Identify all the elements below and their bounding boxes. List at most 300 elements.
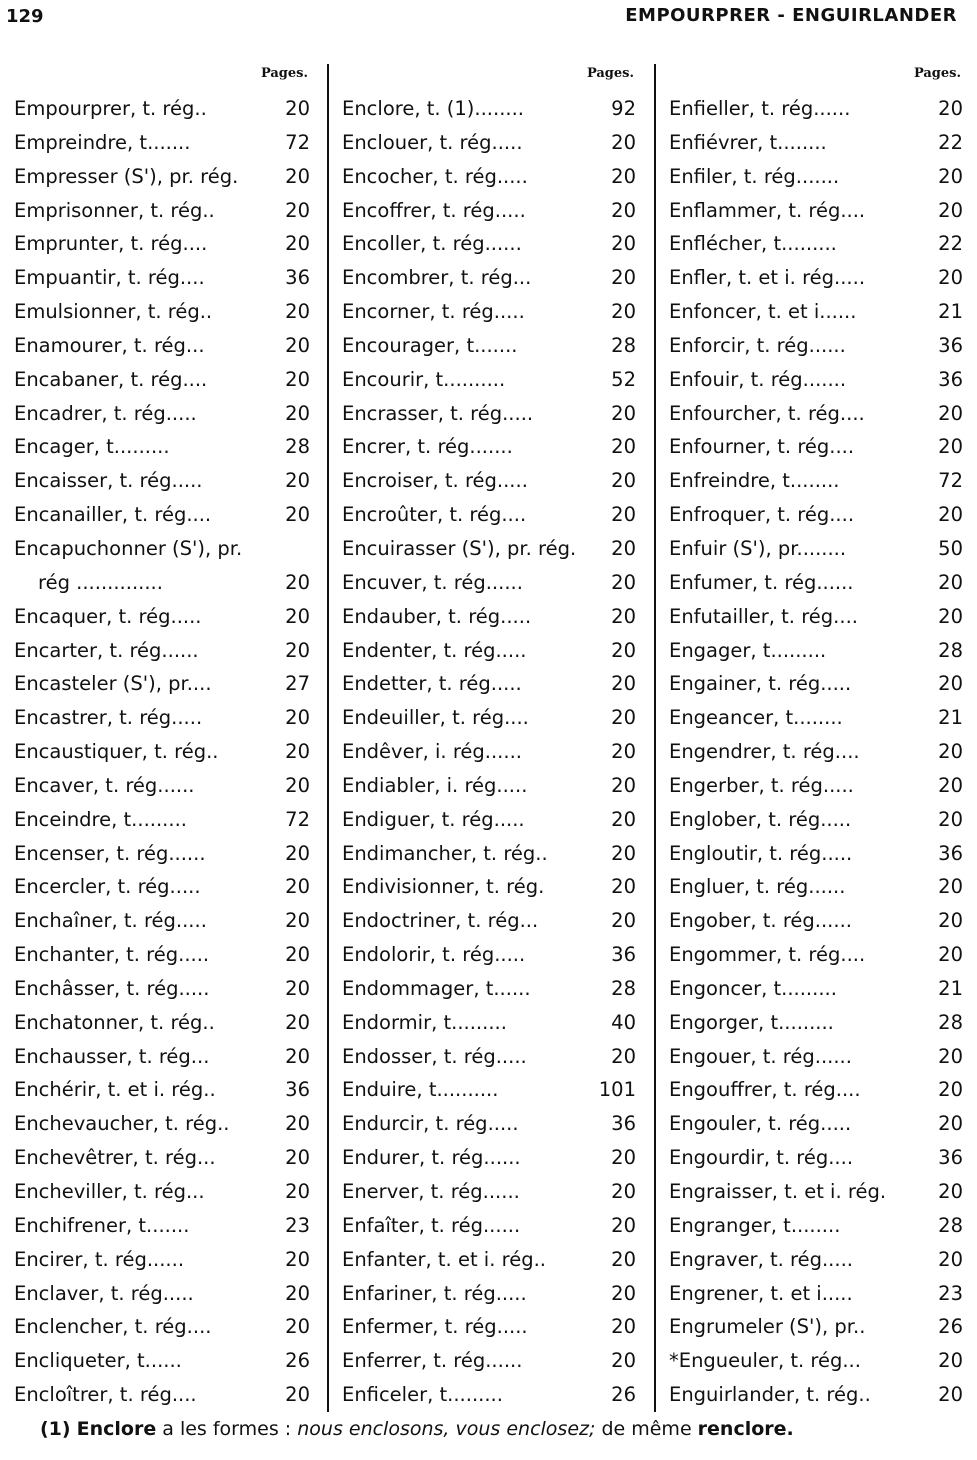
index-entry bbox=[669, 837, 963, 871]
entry-page-number: 36 bbox=[282, 1073, 310, 1107]
index-entry bbox=[342, 1243, 636, 1277]
entry-text: Encager, t......... bbox=[14, 435, 170, 459]
entry-page-number: 20 bbox=[935, 397, 963, 431]
index-entry bbox=[342, 600, 636, 634]
entry-page-number: 20 bbox=[935, 870, 963, 904]
entry-text: Engraisser, t. et i. rég. bbox=[669, 1180, 887, 1203]
index-entry bbox=[669, 329, 963, 363]
index-entry bbox=[342, 1209, 636, 1243]
entry-page-number: 20 bbox=[282, 1277, 310, 1311]
entry-text: Enguirlander, t. rég.. bbox=[669, 1383, 871, 1407]
index-entry bbox=[669, 735, 963, 769]
entry-page-number: 28 bbox=[935, 1209, 963, 1243]
entry-text: Engouffrer, t. rég.... bbox=[669, 1078, 861, 1102]
entry-page-number: 20 bbox=[935, 600, 963, 634]
index-entry bbox=[14, 769, 310, 803]
entry-page-number: 20 bbox=[282, 701, 310, 735]
index-entry bbox=[14, 295, 310, 329]
entry-page-number: 20 bbox=[282, 735, 310, 769]
entry-text: Encabaner, t. rég.... bbox=[14, 367, 208, 391]
index-entry bbox=[14, 972, 310, 1006]
index-entry bbox=[14, 464, 310, 498]
entry-text: Encarter, t. rég...... bbox=[14, 638, 199, 662]
entry-text: Enficeler, t......... bbox=[342, 1383, 503, 1407]
index-entry bbox=[342, 498, 636, 532]
index-entry bbox=[669, 126, 963, 160]
index-entry bbox=[14, 397, 310, 431]
column-heading: Pages. bbox=[586, 66, 634, 81]
index-column-2 bbox=[342, 62, 636, 1412]
entry-text: Encorner, t. rég..... bbox=[342, 300, 525, 324]
entry-page-number: 20 bbox=[935, 261, 963, 295]
entry-page-number: 20 bbox=[282, 1378, 310, 1412]
entry-page-number: 20 bbox=[608, 667, 636, 701]
entry-page-number: 20 bbox=[935, 430, 963, 464]
entry-page-number: 20 bbox=[282, 194, 310, 228]
entry-page-number: 20 bbox=[935, 92, 963, 126]
index-entry bbox=[14, 1107, 310, 1141]
index-entry bbox=[342, 938, 636, 972]
entry-page-number: 20 bbox=[282, 295, 310, 329]
index-entry bbox=[669, 904, 963, 938]
entry-page-number: 20 bbox=[282, 1175, 310, 1209]
entry-text: Encocher, t. rég..... bbox=[342, 164, 528, 188]
entry-page-number: 20 bbox=[282, 938, 310, 972]
entry-text: Emulsionner, t. rég.. bbox=[14, 300, 213, 324]
entry-page-number: 20 bbox=[608, 397, 636, 431]
entry-text: Enclaver, t. rég..... bbox=[14, 1281, 194, 1305]
entry-text: Enchevaucher, t. rég.. bbox=[14, 1112, 230, 1136]
index-column-3 bbox=[669, 62, 963, 1412]
index-entry bbox=[669, 430, 963, 464]
entry-page-number: 20 bbox=[608, 160, 636, 194]
entry-page-number: 40 bbox=[608, 1006, 636, 1040]
entry-text: Enchausser, t. rég... bbox=[14, 1044, 210, 1068]
entry-text: Engloutir, t. rég..... bbox=[669, 841, 853, 865]
index-entry bbox=[669, 1344, 963, 1378]
entry-text: Enfaîter, t. rég...... bbox=[342, 1213, 521, 1237]
entry-text: Endommager, t...... bbox=[342, 976, 531, 1000]
entry-text: Engraver, t. rég..... bbox=[669, 1247, 853, 1271]
entry-text: Enfermer, t. rég..... bbox=[342, 1315, 528, 1339]
entry-page-number: 20 bbox=[282, 397, 310, 431]
entry-text: Encaver, t. rég...... bbox=[14, 773, 195, 797]
entry-text: *Engueuler, t. rég... bbox=[669, 1349, 861, 1373]
index-entry bbox=[14, 1073, 310, 1107]
index-entry bbox=[14, 1006, 310, 1040]
entry-page-number: 20 bbox=[282, 600, 310, 634]
index-entry bbox=[14, 904, 310, 938]
entry-page-number: 20 bbox=[935, 667, 963, 701]
entry-text: Encliqueter, t...... bbox=[14, 1349, 182, 1373]
index-entry bbox=[669, 261, 963, 295]
index-entry bbox=[14, 735, 310, 769]
index-entry bbox=[14, 194, 310, 228]
entry-text: Enfourcher, t. rég.... bbox=[669, 401, 865, 425]
entry-page-number: 20 bbox=[608, 769, 636, 803]
running-head: EMPOURPRER - ENGUIRLANDER bbox=[625, 5, 957, 26]
entry-text: Endosser, t. rég..... bbox=[342, 1044, 527, 1068]
index-entry bbox=[14, 126, 310, 160]
entry-page-number: 20 bbox=[282, 1243, 310, 1277]
entry-text: Empreindre, t....... bbox=[14, 130, 191, 154]
entry-page-number: 20 bbox=[282, 1141, 310, 1175]
entry-page-number: 36 bbox=[935, 329, 963, 363]
index-entry bbox=[14, 634, 310, 668]
index-entry bbox=[669, 397, 963, 431]
entry-text: Enflammer, t. rég.... bbox=[669, 198, 866, 222]
entry-page-number: 20 bbox=[282, 769, 310, 803]
index-entry bbox=[14, 1344, 310, 1378]
entry-text: Emprisonner, t. rég.. bbox=[14, 198, 215, 222]
index-entry bbox=[14, 870, 310, 904]
entry-page-number: 23 bbox=[282, 1209, 310, 1243]
index-entry bbox=[342, 532, 636, 566]
entry-text: Encrasser, t. rég..... bbox=[342, 401, 534, 425]
entry-page-number: 20 bbox=[935, 1073, 963, 1107]
index-entry bbox=[14, 837, 310, 871]
entry-page-number: 28 bbox=[282, 430, 310, 464]
index-entry bbox=[669, 972, 963, 1006]
index-entry bbox=[14, 938, 310, 972]
entry-text: Enclore, t. (1)........ bbox=[342, 97, 524, 120]
entry-page-number: 36 bbox=[608, 1107, 636, 1141]
entry-page-number: 20 bbox=[282, 329, 310, 363]
entry-text: Encloîtrer, t. rég.... bbox=[14, 1383, 197, 1407]
entry-text: Endêver, i. rég...... bbox=[342, 740, 522, 764]
entry-text: Endenter, t. rég..... bbox=[342, 638, 527, 662]
entry-text: Encombrer, t. rég... bbox=[342, 266, 532, 290]
entry-page-number: 20 bbox=[935, 938, 963, 972]
index-entry bbox=[14, 1310, 310, 1344]
entry-text: Engourdir, t. rég.... bbox=[669, 1146, 854, 1170]
index-entry bbox=[14, 566, 310, 600]
entry-text: Encheviller, t. rég... bbox=[14, 1180, 205, 1203]
index-entry bbox=[669, 1107, 963, 1141]
index-entry bbox=[14, 701, 310, 735]
index-entry bbox=[342, 870, 636, 904]
index-entry bbox=[669, 870, 963, 904]
entry-text: Endormir, t......... bbox=[342, 1010, 507, 1034]
entry-page-number: 20 bbox=[282, 1310, 310, 1344]
entry-page-number: 20 bbox=[608, 1209, 636, 1243]
entry-page-number: 20 bbox=[608, 1310, 636, 1344]
entry-page-number: 20 bbox=[608, 1040, 636, 1074]
entry-page-number: 20 bbox=[282, 363, 310, 397]
entry-text: Engrener, t. et i..... bbox=[669, 1281, 853, 1305]
index-entry bbox=[669, 938, 963, 972]
index-entry bbox=[342, 667, 636, 701]
index-entry bbox=[342, 126, 636, 160]
index-entry bbox=[669, 1040, 963, 1074]
entry-text: Empuantir, t. rég.... bbox=[14, 266, 205, 290]
entry-page-number: 20 bbox=[282, 1006, 310, 1040]
entry-text: Enfroquer, t. rég.... bbox=[669, 503, 855, 527]
entry-page-number: 20 bbox=[282, 464, 310, 498]
index-entry bbox=[342, 363, 636, 397]
index-entry bbox=[14, 1277, 310, 1311]
index-entry bbox=[342, 261, 636, 295]
entry-text: Engranger, t........ bbox=[669, 1213, 841, 1237]
entry-page-number: 36 bbox=[935, 837, 963, 871]
entry-text: Enchanter, t. rég..... bbox=[14, 943, 210, 967]
entry-page-number: 20 bbox=[935, 1175, 963, 1209]
entry-text: Encercler, t. rég..... bbox=[14, 875, 201, 899]
index-entry bbox=[14, 160, 310, 194]
column-heading: Pages. bbox=[913, 66, 961, 81]
index-entry bbox=[669, 1006, 963, 1040]
footnote-mark: (1) bbox=[40, 1418, 71, 1440]
entry-text: Endetter, t. rég..... bbox=[342, 672, 522, 696]
index-entry bbox=[669, 566, 963, 600]
index-entry bbox=[342, 1175, 636, 1209]
index-entry bbox=[14, 1141, 310, 1175]
entry-page-number: 20 bbox=[282, 498, 310, 532]
index-entry bbox=[669, 1073, 963, 1107]
entry-text: Enamourer, t. rég... bbox=[14, 333, 205, 357]
footnote-word-2: renclore. bbox=[697, 1418, 794, 1440]
index-entry bbox=[342, 227, 636, 261]
index-entry bbox=[669, 160, 963, 194]
index-entry bbox=[342, 1310, 636, 1344]
entry-text: Endiguer, t. rég..... bbox=[342, 807, 525, 831]
entry-page-number: 36 bbox=[608, 938, 636, 972]
entry-text: rég .............. bbox=[38, 570, 163, 594]
entry-text: Endimancher, t. rég.. bbox=[342, 841, 548, 865]
entry-page-number: 20 bbox=[935, 498, 963, 532]
entry-page-number: 20 bbox=[608, 194, 636, 228]
index-entry bbox=[342, 634, 636, 668]
entry-text: Enerver, t. rég...... bbox=[342, 1180, 520, 1203]
entry-text: Enfuir (S'), pr........ bbox=[669, 536, 847, 560]
entry-text: Enchevêtrer, t. rég... bbox=[14, 1146, 216, 1170]
entry-page-number: 20 bbox=[935, 1107, 963, 1141]
index-entry bbox=[342, 701, 636, 735]
index-entry bbox=[342, 1277, 636, 1311]
entry-page-number: 20 bbox=[282, 1107, 310, 1141]
entry-page-number: 20 bbox=[935, 1243, 963, 1277]
entry-text: Endolorir, t. rég..... bbox=[342, 943, 526, 967]
entry-page-number: 26 bbox=[282, 1344, 310, 1378]
entry-page-number: 20 bbox=[935, 1378, 963, 1412]
index-entry bbox=[669, 1243, 963, 1277]
entry-page-number: 20 bbox=[608, 532, 636, 566]
entry-text: Enclouer, t. rég..... bbox=[342, 130, 523, 154]
entry-text: Encenser, t. rég...... bbox=[14, 841, 206, 865]
entry-page-number: 20 bbox=[935, 194, 963, 228]
index-entry bbox=[669, 1209, 963, 1243]
entry-page-number: 20 bbox=[608, 870, 636, 904]
entry-page-number: 20 bbox=[935, 904, 963, 938]
entry-page-number: 52 bbox=[608, 363, 636, 397]
entry-page-number: 20 bbox=[282, 972, 310, 1006]
index-entry bbox=[669, 464, 963, 498]
entry-text: Enfiévrer, t........ bbox=[669, 130, 827, 154]
index-entry bbox=[342, 837, 636, 871]
page-number: 129 bbox=[6, 6, 44, 27]
column-divider bbox=[327, 64, 329, 1412]
entry-page-number: 20 bbox=[608, 1243, 636, 1277]
entry-page-number: 20 bbox=[282, 160, 310, 194]
index-entry bbox=[14, 1040, 310, 1074]
index-entry bbox=[342, 1141, 636, 1175]
entry-page-number: 20 bbox=[935, 735, 963, 769]
entry-text: Encanailler, t. rég.... bbox=[14, 503, 212, 527]
entry-text: Encuver, t. rég...... bbox=[342, 570, 523, 594]
index-entry bbox=[342, 1378, 636, 1412]
entry-text: Enfiler, t. rég....... bbox=[669, 164, 840, 188]
entry-page-number: 20 bbox=[608, 701, 636, 735]
index-entry bbox=[669, 194, 963, 228]
index-entry bbox=[342, 430, 636, 464]
entry-text: Enfieller, t. rég...... bbox=[669, 97, 851, 120]
entry-text: Enchatonner, t. rég.. bbox=[14, 1010, 215, 1034]
entry-text: Enfler, t. et i. rég..... bbox=[669, 266, 866, 290]
index-entry bbox=[342, 566, 636, 600]
entry-page-number: 21 bbox=[935, 972, 963, 1006]
footnote-text: a les formes : bbox=[156, 1418, 298, 1440]
entry-page-number: 72 bbox=[935, 464, 963, 498]
entry-page-number: 20 bbox=[935, 769, 963, 803]
index-entry bbox=[14, 430, 310, 464]
entry-text: Emprunter, t. rég.... bbox=[14, 232, 208, 256]
entry-page-number: 20 bbox=[608, 566, 636, 600]
index-entry bbox=[669, 363, 963, 397]
entry-page-number: 20 bbox=[282, 566, 310, 600]
entry-page-number: 28 bbox=[608, 972, 636, 1006]
entry-page-number: 20 bbox=[935, 566, 963, 600]
entry-text: Encrer, t. rég....... bbox=[342, 435, 513, 459]
entry-page-number: 23 bbox=[935, 1277, 963, 1311]
index-entry bbox=[669, 803, 963, 837]
entry-page-number: 22 bbox=[935, 227, 963, 261]
entry-page-number: 20 bbox=[282, 837, 310, 871]
index-entry bbox=[14, 261, 310, 295]
entry-page-number: 20 bbox=[935, 1344, 963, 1378]
entry-page-number: 36 bbox=[935, 1141, 963, 1175]
entry-text: Engouler, t. rég..... bbox=[669, 1112, 852, 1136]
entry-text: Engober, t. rég...... bbox=[669, 909, 852, 933]
index-entry bbox=[342, 464, 636, 498]
entry-page-number: 101 bbox=[596, 1073, 636, 1107]
entry-text: Endivisionner, t. rég. bbox=[342, 875, 545, 899]
entry-page-number: 20 bbox=[608, 1277, 636, 1311]
index-entry bbox=[14, 1209, 310, 1243]
index-entry bbox=[669, 634, 963, 668]
entry-text: Engommer, t. rég.... bbox=[669, 943, 866, 967]
index-entry bbox=[669, 1141, 963, 1175]
entry-page-number: 72 bbox=[282, 803, 310, 837]
index-entry bbox=[342, 160, 636, 194]
entry-page-number: 20 bbox=[935, 1040, 963, 1074]
entry-page-number: 26 bbox=[608, 1378, 636, 1412]
entry-text: Enchifrener, t....... bbox=[14, 1213, 190, 1237]
entry-text: Encaquer, t. rég..... bbox=[14, 604, 202, 628]
entry-page-number: 21 bbox=[935, 295, 963, 329]
index-entry bbox=[342, 735, 636, 769]
index-entry bbox=[342, 295, 636, 329]
entry-page-number: 20 bbox=[608, 1141, 636, 1175]
entry-text: Engeancer, t........ bbox=[669, 706, 843, 730]
index-entry bbox=[342, 397, 636, 431]
entry-page-number: 20 bbox=[608, 600, 636, 634]
entry-text: Encaisser, t. rég..... bbox=[14, 469, 203, 493]
index-entry bbox=[14, 1175, 310, 1209]
entry-page-number: 20 bbox=[608, 227, 636, 261]
entry-page-number: 20 bbox=[282, 1040, 310, 1074]
entry-text: Empourprer, t. rég.. bbox=[14, 97, 207, 120]
entry-text: Enclencher, t. rég.... bbox=[14, 1315, 212, 1339]
entry-text: Engouer, t. rég...... bbox=[669, 1044, 852, 1068]
entry-text: Endurer, t. rég...... bbox=[342, 1146, 521, 1170]
entry-text: Enflécher, t......... bbox=[669, 232, 837, 256]
entry-text: Encadrer, t. rég..... bbox=[14, 401, 197, 425]
entry-text: Enduire, t.......... bbox=[342, 1078, 499, 1102]
footnote bbox=[40, 1418, 794, 1440]
entry-text: Enfouir, t. rég....... bbox=[669, 367, 847, 391]
entry-text: Enfariner, t. rég..... bbox=[342, 1281, 527, 1305]
entry-page-number: 72 bbox=[282, 126, 310, 160]
index-entry bbox=[669, 1378, 963, 1412]
entry-text: Enfoncer, t. et i...... bbox=[669, 300, 857, 324]
index-entry bbox=[342, 972, 636, 1006]
index-entry bbox=[342, 329, 636, 363]
entry-text: Enchâsser, t. rég..... bbox=[14, 976, 210, 1000]
entry-page-number: 28 bbox=[935, 634, 963, 668]
index-entry bbox=[669, 667, 963, 701]
entry-page-number: 20 bbox=[608, 498, 636, 532]
index-entry bbox=[669, 769, 963, 803]
index-entry bbox=[342, 1107, 636, 1141]
entry-page-number: 20 bbox=[282, 92, 310, 126]
entry-text: Engorger, t......... bbox=[669, 1010, 834, 1034]
index-column-1 bbox=[14, 62, 310, 1412]
entry-text: Engendrer, t. rég.... bbox=[669, 740, 860, 764]
entry-text: Empresser (S'), pr. rég. bbox=[14, 164, 239, 188]
index-entry bbox=[669, 532, 963, 566]
entry-text: Endiabler, i. rég..... bbox=[342, 773, 528, 797]
entry-text: Encapuchonner (S'), pr. bbox=[14, 536, 243, 560]
entry-page-number: 20 bbox=[608, 904, 636, 938]
index-entry bbox=[669, 295, 963, 329]
entry-text: Endeuiller, t. rég.... bbox=[342, 706, 529, 730]
entry-page-number: 20 bbox=[608, 803, 636, 837]
entry-page-number: 20 bbox=[608, 430, 636, 464]
index-entry bbox=[342, 1006, 636, 1040]
index-entry bbox=[669, 1310, 963, 1344]
entry-text: Encourir, t.......... bbox=[342, 367, 506, 391]
entry-text: Englober, t. rég..... bbox=[669, 807, 852, 831]
index-entry bbox=[14, 532, 310, 566]
entry-page-number: 21 bbox=[935, 701, 963, 735]
entry-page-number: 20 bbox=[608, 126, 636, 160]
entry-text: Encroûter, t. rég.... bbox=[342, 503, 527, 527]
entry-page-number: 20 bbox=[608, 634, 636, 668]
entry-page-number: 20 bbox=[608, 295, 636, 329]
entry-page-number: 20 bbox=[608, 464, 636, 498]
entry-page-number: 28 bbox=[608, 329, 636, 363]
entry-page-number: 36 bbox=[282, 261, 310, 295]
entry-page-number: 20 bbox=[935, 803, 963, 837]
entry-page-number: 20 bbox=[608, 837, 636, 871]
entry-page-number: 20 bbox=[608, 1344, 636, 1378]
footnote-text-2: de même bbox=[595, 1418, 698, 1440]
entry-text: Encoller, t. rég...... bbox=[342, 232, 522, 256]
index-entry bbox=[14, 1378, 310, 1412]
index-entry bbox=[342, 904, 636, 938]
footnote-word: Enclore bbox=[76, 1418, 157, 1440]
index-entry bbox=[669, 600, 963, 634]
